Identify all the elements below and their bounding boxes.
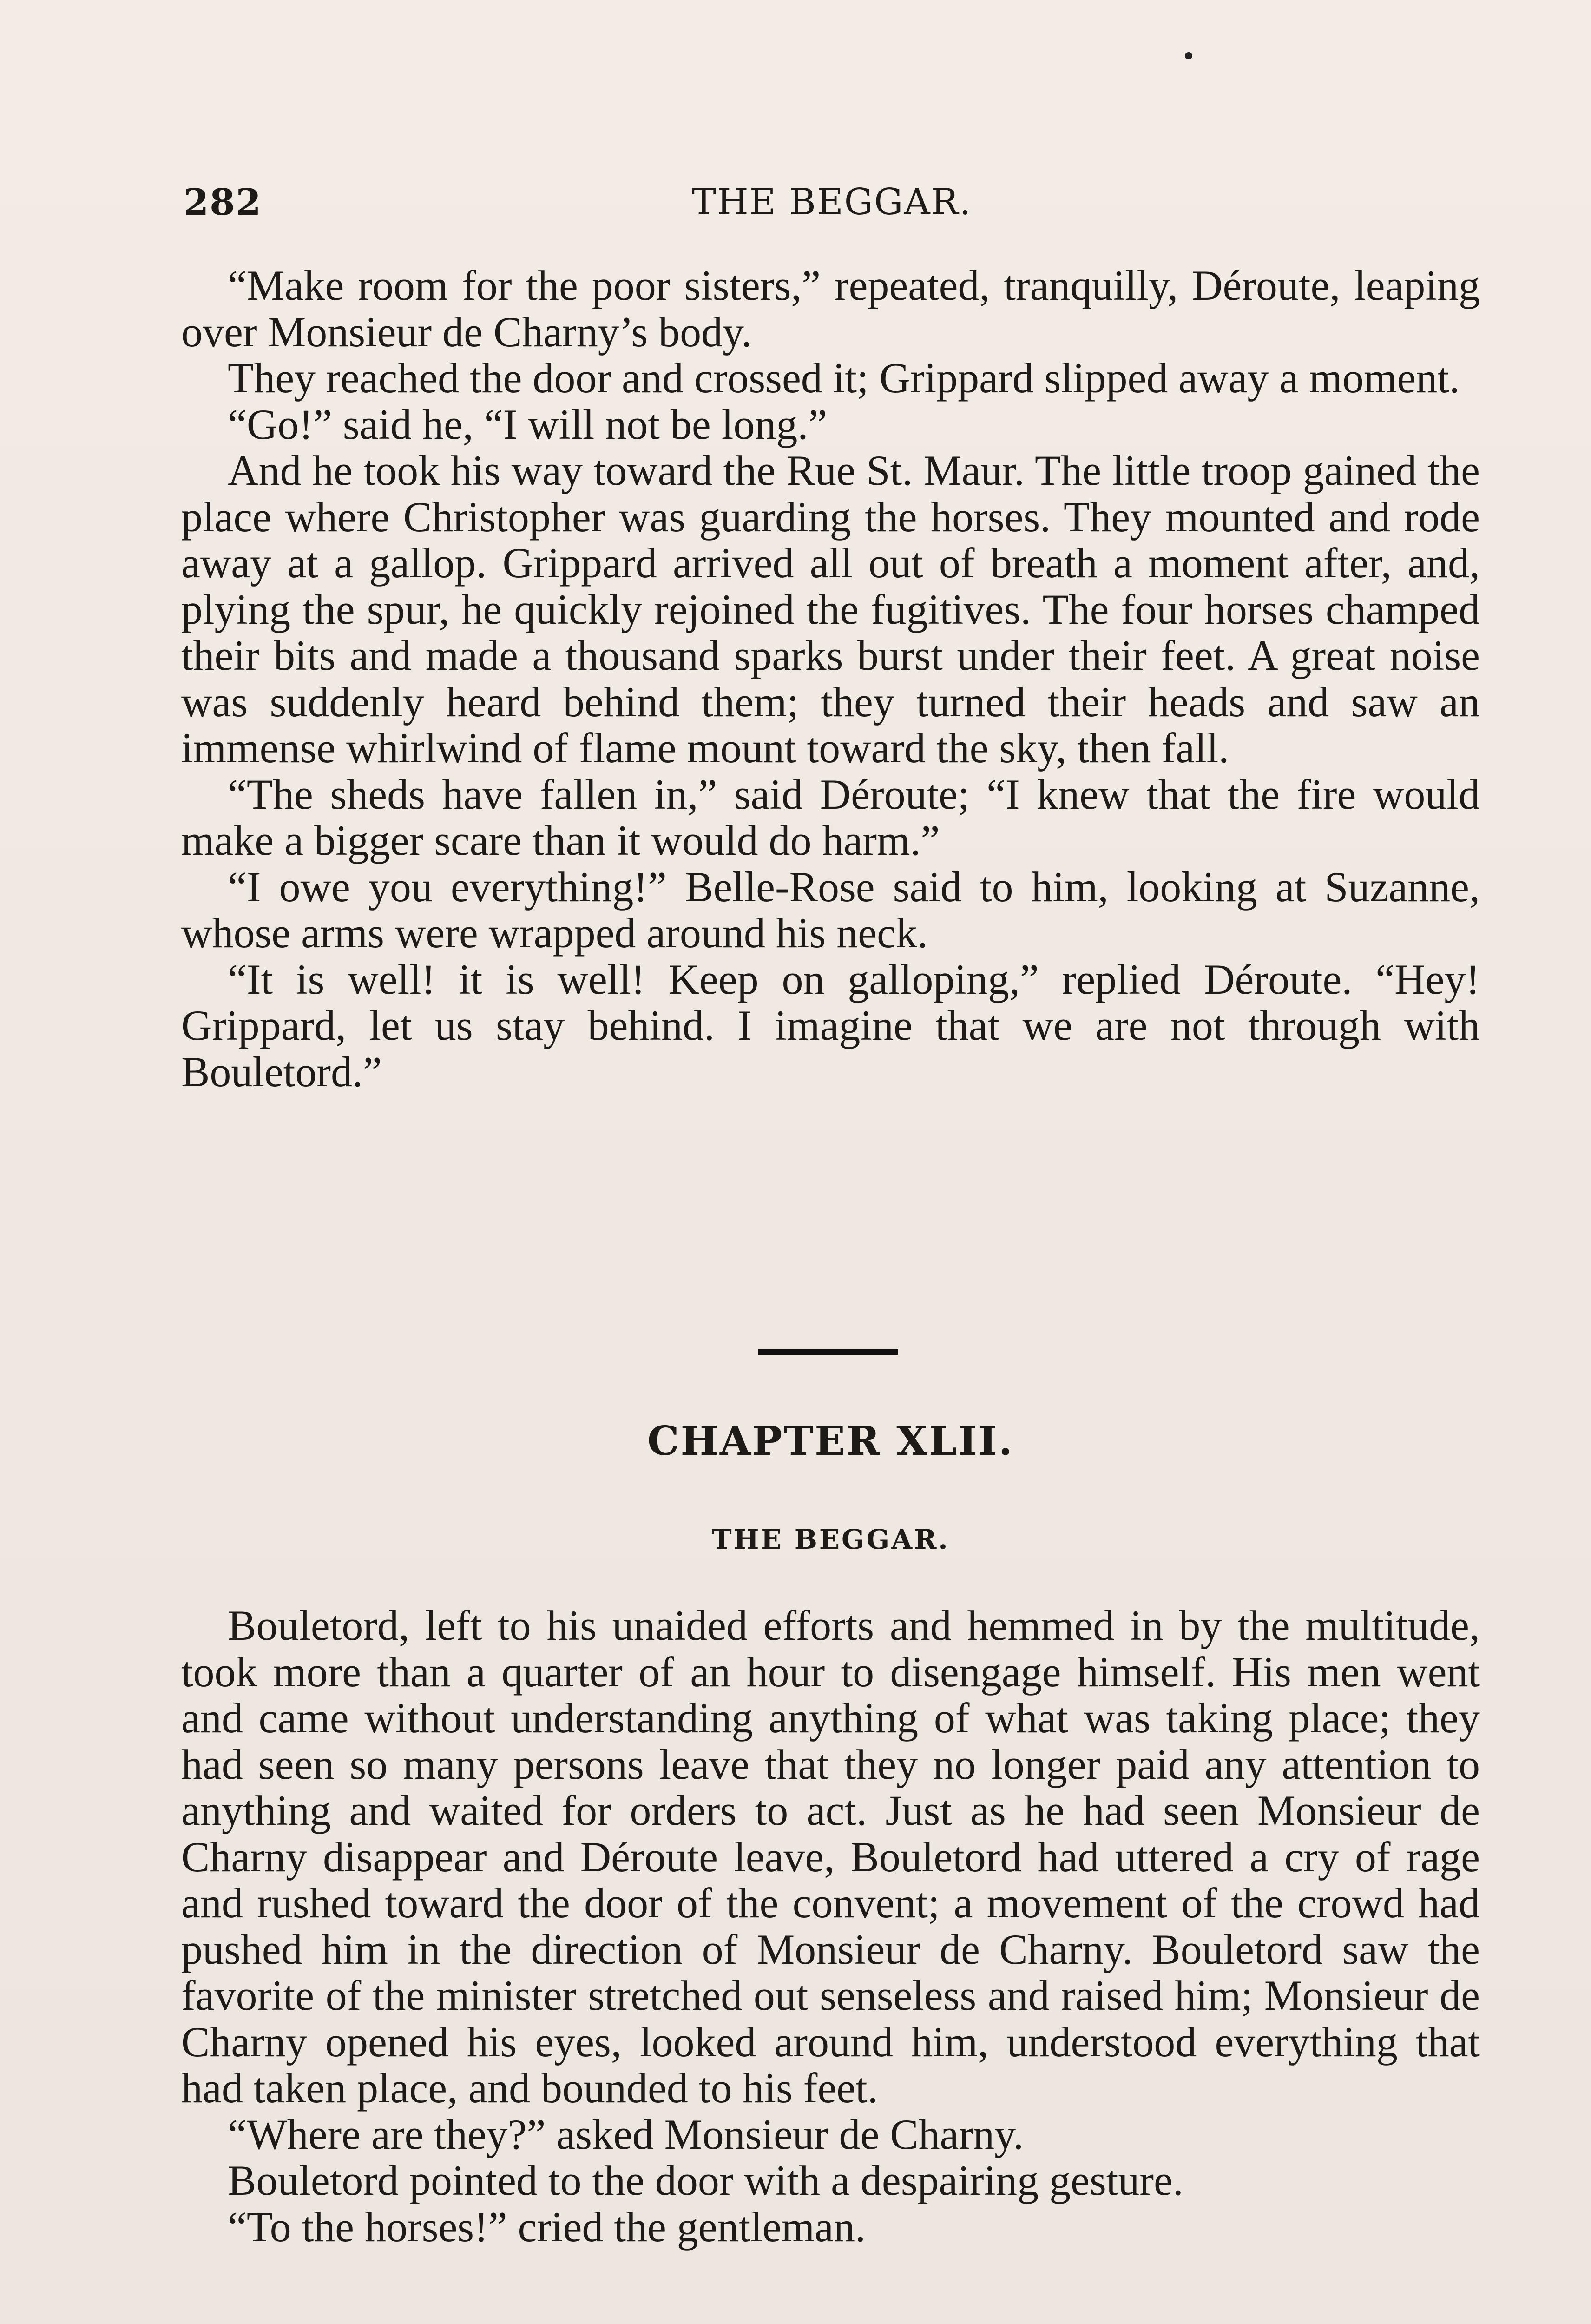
page-header	[184, 181, 1480, 228]
ink-speck	[1185, 52, 1192, 59]
page-number: 282	[184, 181, 262, 224]
paragraph: “Make room for the poor sisters,” repeated, tranquilly, Déroute, leaping over Monsieur de Charny’s body.	[181, 262, 1480, 356]
paragraph: “To the horses!” cried the gentleman.	[228, 2203, 866, 2251]
paragraph: “The sheds have fallen in,” said Déroute; “I knew that the fire would make a bigger scare than it would do harm.”	[181, 770, 1480, 864]
paragraph: “Go!” said he, “I will not be long.”	[228, 400, 828, 448]
paragraph: “I owe you everything!” Belle-Rose said to him, looking at Suzanne, whose arms were wrapped around his neck.	[181, 863, 1480, 957]
section-divider	[758, 1349, 898, 1355]
paragraph: “Where are they?” asked Monsieur de Charny.	[228, 2110, 1024, 2158]
body-text-chapter	[181, 1603, 1480, 2250]
paragraph: “It is well! it is well! Keep on galloping,” replied Déroute. “Hey! Grippard, let us stay behind. I imagine that we are not through with Bouletord.”	[181, 955, 1480, 1096]
chapter-title: CHAPTER XLII.	[647, 1418, 1014, 1465]
paragraph: They reached the door and crossed it; Grippard slipped away a moment.	[228, 354, 1460, 402]
paragraph: Bouletord pointed to the door with a despairing gesture.	[228, 2157, 1183, 2204]
paragraph: And he took his way toward the Rue St. Maur. The little troop gained the place where Christopher was guarding the horses. They mounted and rode away at a gallop. Grippard arrived all out of breath a moment after, and, plying the spur, he quickly rejoined the fugitives. The four horses champed their bits and made a thousand sparks burst under their feet. A great noise was suddenly heard behind them; they turned their heads and saw an immense whirlwind of flame mount toward the sky, then fall.	[181, 447, 1480, 772]
body-text-top	[181, 263, 1480, 1095]
running-head: THE BEGGAR.	[691, 181, 972, 223]
chapter-subtitle: THE BEGGAR.	[711, 1524, 950, 1555]
paragraph: Bouletord, left to his unaided efforts and hemmed in by the multitude, took more than a quarter of an hour to disengage himself. His men went and came without understanding anything of what was taking place; they had seen so many persons leave that they no longer paid any attention to anything and waited for orders to act. Just as he had seen Monsieur de Charny disappear and Déroute leave, Bouletord had uttered a cry of rage and rushed toward the door of the convent; a movement of the crowd had pushed him in the direction of Monsieur de Charny. Bouletord saw the favorite of the minister stretched out senseless and raised him; Monsieur de Charny opened his eyes, looked around him, understood everything that had taken place, and bounded to his feet.	[181, 1602, 1480, 2112]
